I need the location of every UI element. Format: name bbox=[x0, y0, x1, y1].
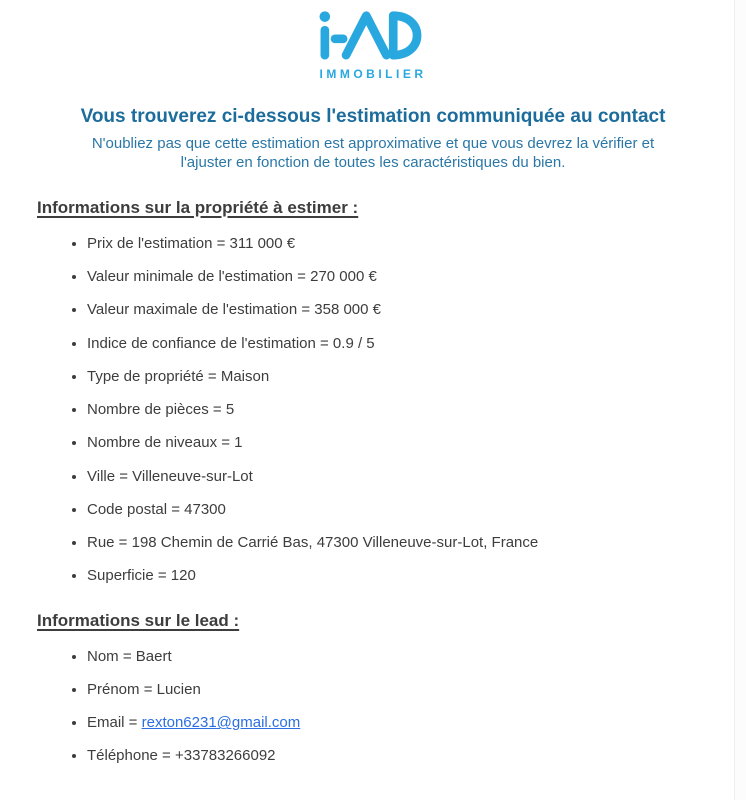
list-item-email bbox=[87, 714, 706, 731]
list-item-min-value: • Valeur minimale de l'estimation = 270 000 € bbox=[87, 268, 706, 285]
logo-brand-text bbox=[432, 8, 433, 9]
page-title: Vous trouverez ci-dessous l'estimation communiquée au contact bbox=[80, 106, 666, 127]
list-item-street: • Rue = 198 Chemin de Carrié Bas, 47300 Villeneuve-sur-Lot, France bbox=[87, 534, 706, 551]
logo bbox=[0, 0, 746, 81]
email-link[interactable]: rexton6231@gmail.com bbox=[141, 714, 301, 732]
list-item-property-type: • Type de propriété = Maison bbox=[87, 368, 706, 385]
list-item-firstname: • Prénom = Lucien bbox=[87, 681, 706, 698]
list-item-max-value: • Valeur maximale de l'estimation = 358 000 € bbox=[87, 301, 706, 318]
list-item-rooms: • Nombre de pièces = 5 bbox=[87, 401, 706, 418]
list-item-city: • Ville = Villeneuve-sur-Lot bbox=[87, 468, 706, 485]
section-heading-property: Informations sur la propriété à estimer : bbox=[37, 197, 359, 217]
list-item-surface: • Superficie = 120 bbox=[87, 567, 706, 584]
list-item-confidence: • Indice de confiance de l'estimation = 0.9 / 5 bbox=[87, 335, 706, 352]
iad-logo-icon bbox=[314, 8, 432, 60]
list-item-price: • Prix de l'estimation = 311 000 € bbox=[87, 235, 706, 252]
logo-subtitle: IMMOBILIER bbox=[319, 67, 427, 81]
list-item-lastname: • Nom = Baert bbox=[87, 648, 706, 665]
header-subtitle: N'oubliez pas que cette estimation est approximative et que vous devrez la vérifier et l'ajuster en fonction de toutes les caractéristiques du bien. bbox=[91, 134, 655, 171]
content bbox=[0, 198, 746, 765]
list-item-postal-code: • Code postal = 47300 bbox=[87, 501, 706, 518]
email-label: Email = bbox=[87, 714, 142, 732]
list-item-phone: • Téléphone = +33783266092 bbox=[87, 747, 706, 764]
section-heading-lead: Informations sur le lead : bbox=[37, 610, 240, 630]
lead-info-list bbox=[37, 648, 706, 765]
property-info-list bbox=[37, 235, 706, 585]
page-right-edge bbox=[734, 0, 746, 800]
list-item-levels: • Nombre de niveaux = 1 bbox=[87, 434, 706, 451]
